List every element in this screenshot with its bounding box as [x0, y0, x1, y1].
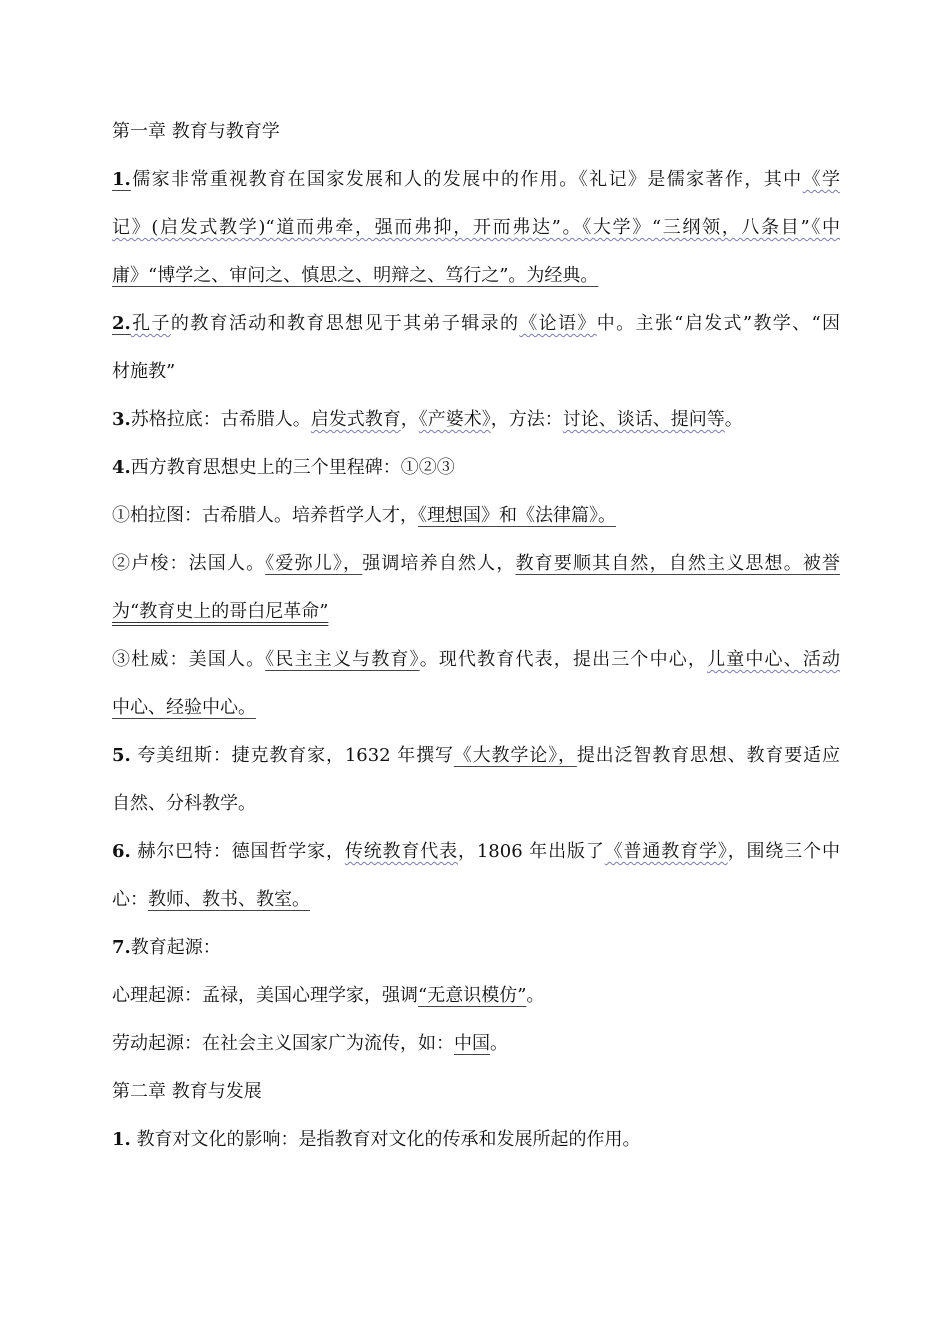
origin-psychological: 心理起源：孟禄，美国心理学家，强调“无意识模仿”。 — [112, 985, 545, 1006]
item-4-rousseau-line-2: 为“教育史上的哥白尼革命” — [112, 601, 329, 622]
item-3: 3.苏格拉底：古希腊人。启发式教育，《产婆术》，方法：讨论、谈话、提问等。 — [112, 409, 743, 430]
item-4-dewey: ③杜威：美国人。《民主主义与教育》。现代教育代表，提出三个中心，儿童中心、活动 — [112, 649, 841, 670]
item-6-line-2: 心：教师、教书、教室。 — [112, 889, 310, 910]
item-2-line-2: 材施教” — [112, 361, 176, 382]
item-6: 6. 赫尔巴特：德国哲学家，传统教育代表，1806 年出版了《普通教育学》，围绕三个中 — [112, 841, 840, 862]
item-2: 2.孔子的教育活动和教育思想见于其弟子辑录的《论语》中。主张“启发式”教学、“因 — [112, 313, 841, 334]
item-4-plato: ①柏拉图：古希腊人。培养哲学人才，《理想国》和《法律篇》。 — [112, 505, 616, 526]
ch2-item-1: 1. 教育对文化的影响：是指教育对文化的传承和发展所起的作用。 — [112, 1129, 641, 1150]
item-5-line-2: 自然、分科教学。 — [112, 793, 256, 814]
item-5: 5. 夸美纽斯：捷克教育家，1632 年撰写《大教学论》，提出泛智教育思想、教育要适应 — [112, 745, 840, 766]
item-7: 7.教育起源： — [112, 937, 221, 958]
item-1-line-2: 记》(启发式教学)“道而弗牵，强而弗抑，开而弗达”。《大学》“三纲领，八条目”《中 — [112, 217, 840, 238]
item-4: 4.西方教育思想史上的三个里程碑：①②③ — [112, 457, 455, 478]
item-4-rousseau: ②卢梭：法国人。《爱弥儿》，强调培养自然人，教育要顺其自然，自然主义思想。被誉 — [112, 553, 841, 574]
item-1: 1.儒家非常重视教育在国家发展和人的发展中的作用。《礼记》是儒家著作，其中《学 — [112, 169, 841, 190]
item-4-dewey-line-2: 中心、经验中心。 — [112, 697, 256, 718]
document-page — [112, 108, 840, 1164]
item-1-line-3: 庸》“博学之、审问之、慎思之、明辩之、笃行之”。为经典。 — [112, 265, 599, 286]
chapter-2-title: 第二章 教育与发展 — [112, 1081, 262, 1102]
chapter-1-title: 第一章 教育与教育学 — [112, 121, 280, 142]
origin-labor: 劳动起源：在社会主义国家广为流传，如：中国。 — [112, 1033, 508, 1054]
